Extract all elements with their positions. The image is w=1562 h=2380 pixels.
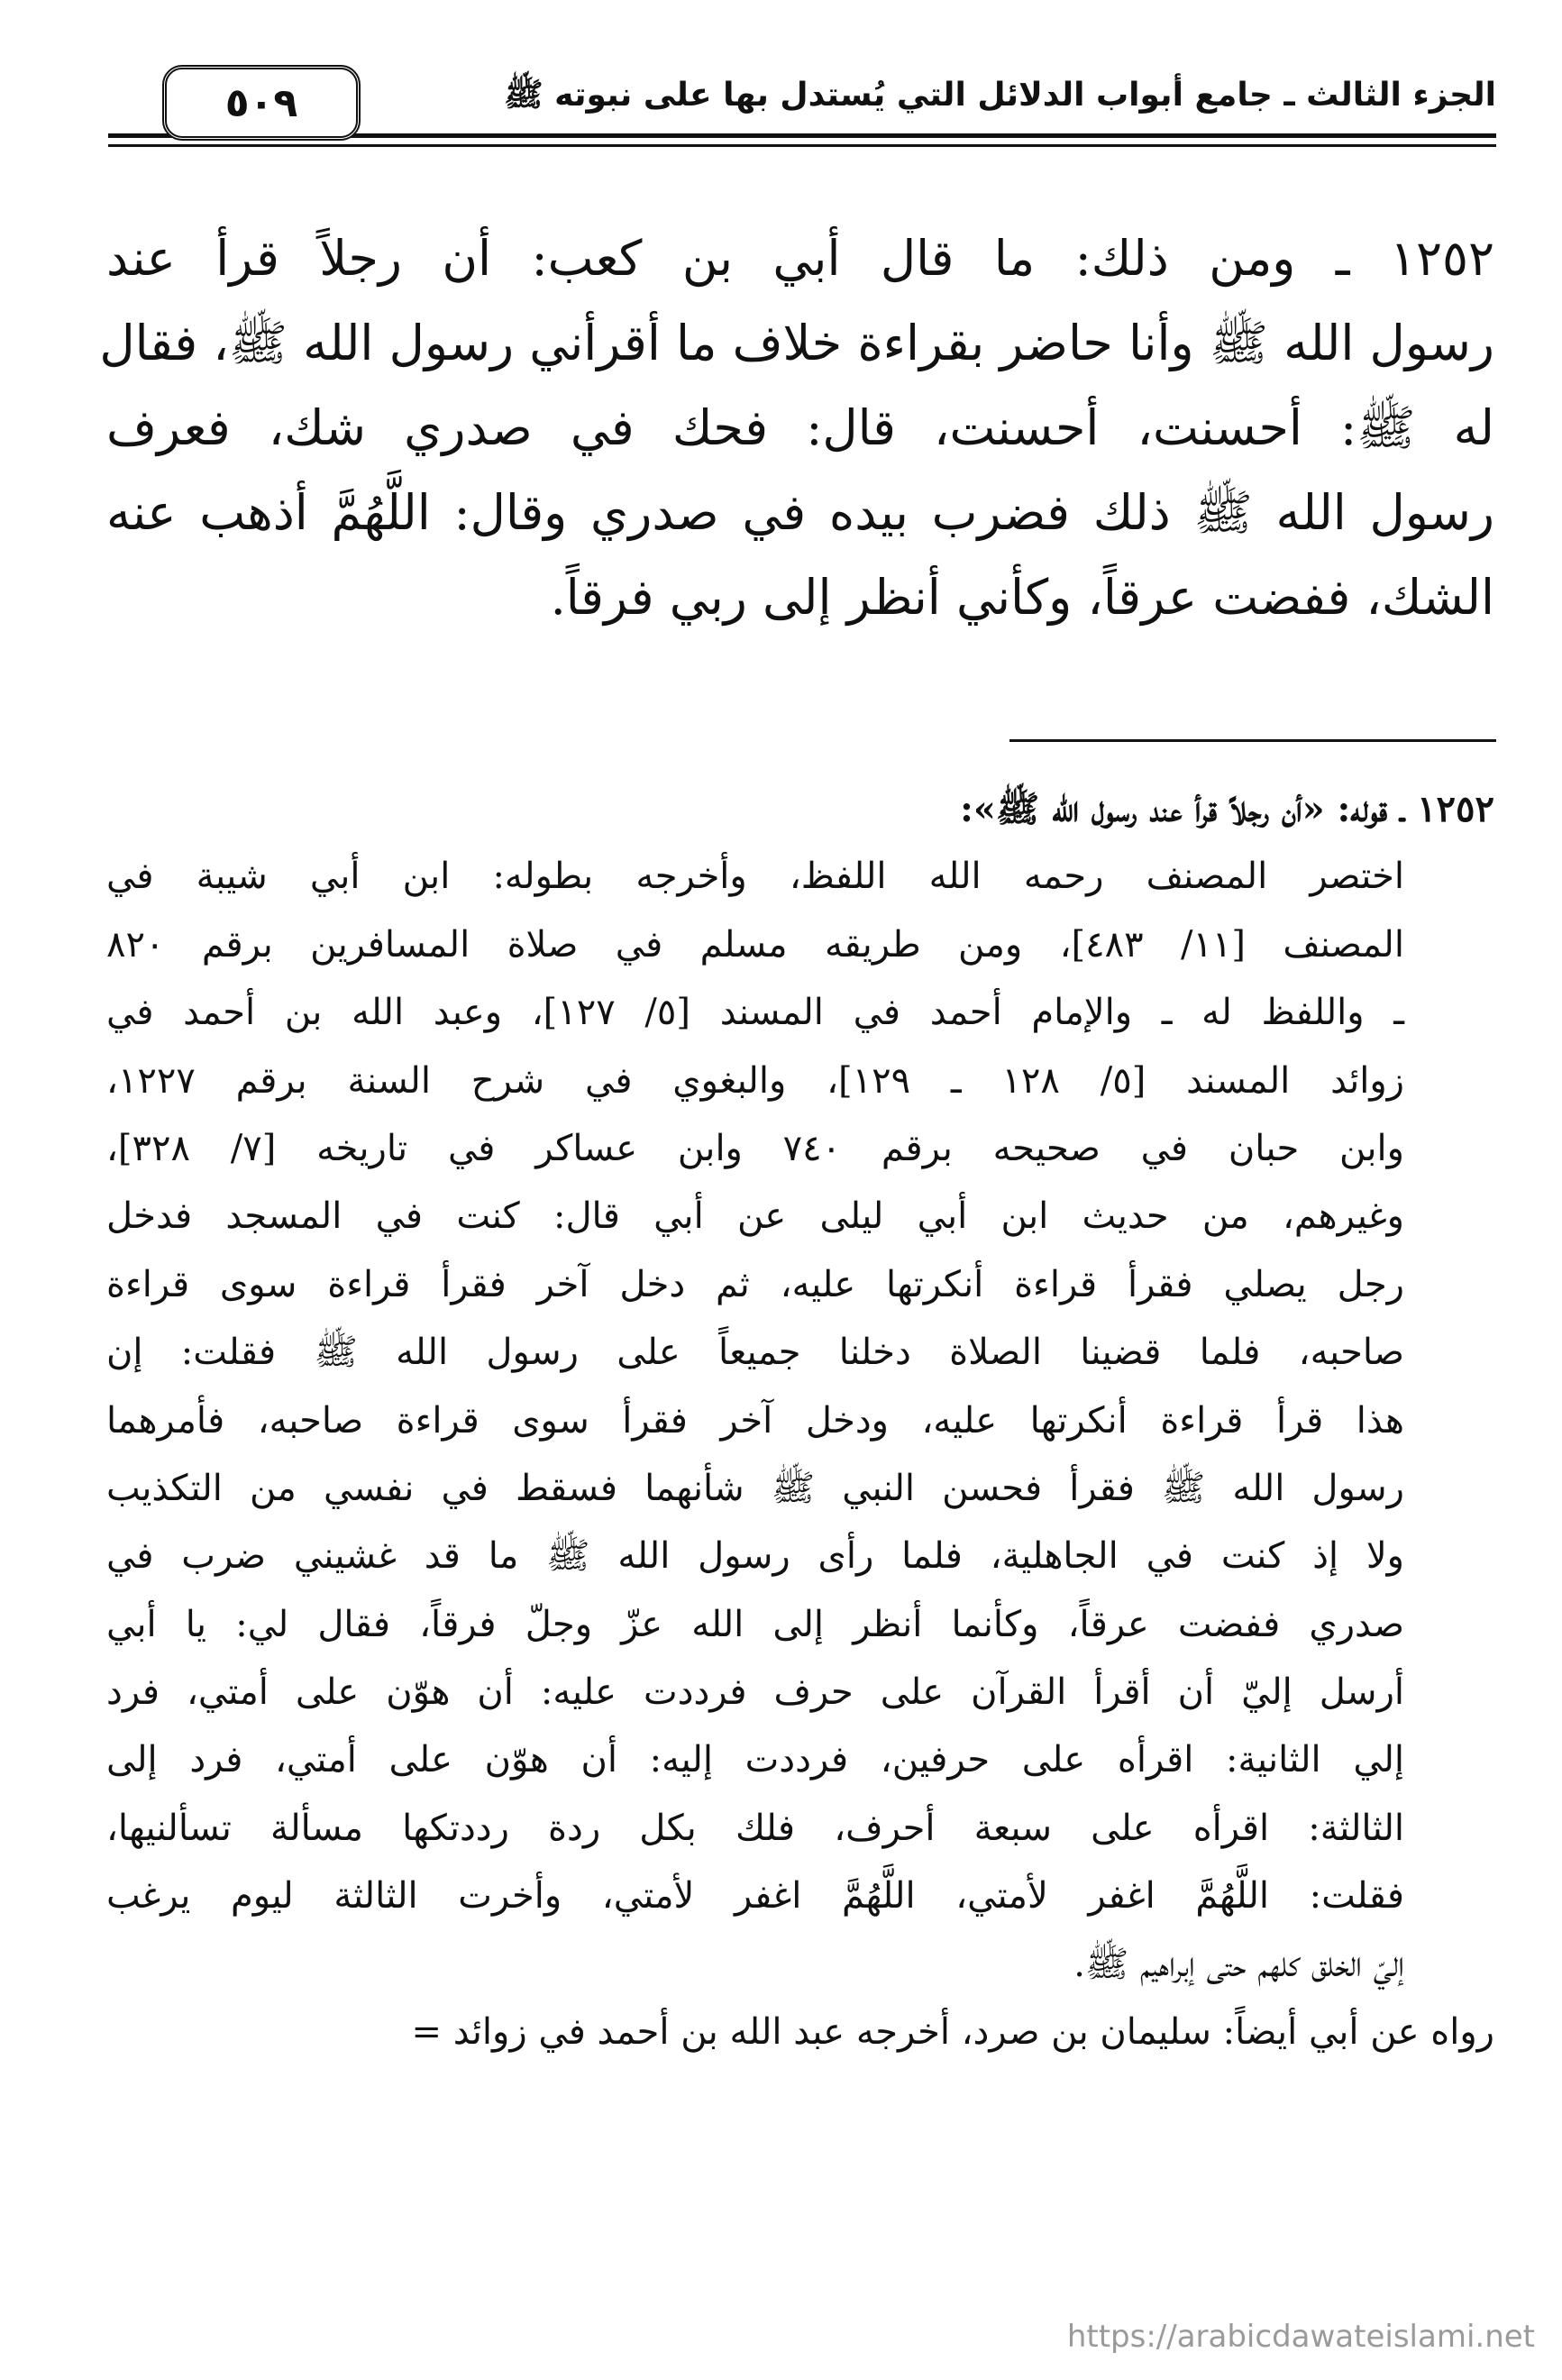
page-header <box>108 63 1496 153</box>
header-rule-thin <box>108 144 1496 147</box>
watermark-url: https://arabicdawateislami.net <box>1066 2319 1535 2355</box>
footnote-line: الثالثة: اقرأه على سبعة أحرف، فلك بكل ردة رددتكها مسألة تسألنيها، <box>106 1807 1404 1849</box>
main-text <box>99 216 1494 640</box>
footnote-line: ولا إذ كنت في الجاهلية، فلما رأى رسول الله ﷺ ما قد غشيني ضرب في <box>106 1535 1404 1578</box>
footnote-line: أرسل إليّ أن أقرأ القرآن على حرف فرددت عليه: أن هوّن على أمتي، فرد <box>106 1671 1404 1714</box>
main-text-line: رسول الله ﷺ ذلك فضرب بيده في صدري وقال: اللَّهُمَّ أذهب عنه <box>106 484 1494 541</box>
footnote-line: إلي الثانية: اقرأه على حرفين، فرددت إليه: أن هوّن على أمتي، فرد إلى <box>106 1739 1404 1781</box>
footnote-line: هذا قرأ قراءة أنكرتها عليه، ودخل آخر فقرأ سوى قراءة صاحبه، فأمرهما <box>106 1399 1404 1442</box>
footnote-block <box>106 775 1494 2066</box>
footnote-line: صدري ففضت عرقاً، وكأنما أنظر إلى الله عزّ وجلّ فرقاً، فقال لي: يا أبي <box>106 1603 1404 1645</box>
footnote-continuation: رواه عن أبي أيضاً: سليمان بن صرد، أخرجه عبد الله بن أحمد في زوائد = <box>411 2011 1494 2054</box>
footnote-line: رجل يصلي فقرأ قراءة أنكرتها عليه، ثم دخل آخر فقرأ قراءة سوى قراءة <box>106 1263 1404 1305</box>
page-number: ٥٠٩ <box>224 79 298 126</box>
footnote-line: وابن حبان في صحيحه برقم ٧٤٠ وابن عساكر في تاريخه [٧/ ٣٢٨]، <box>106 1127 1404 1169</box>
page-number-frame <box>162 65 361 141</box>
footnote-line: صاحبه، فلما قضينا الصلاة دخلنا جميعاً على رسول الله ﷺ فقلت: إن <box>106 1332 1404 1374</box>
footnote-line: ـ واللفظ له ـ والإمام أحمد في المسند [٥/ ١٢٧]، وعبد الله بن أحمد في <box>106 992 1404 1034</box>
footnote-divider <box>1009 739 1496 742</box>
footnote-line: فقلت: اللَّهُمَّ اغفر لأمتي، اللَّهُمَّ اغفر لأمتي، وأخرت الثالثة ليوم يرغب <box>106 1875 1404 1918</box>
main-text-line: ١٢٥٢ ـ ومن ذلك: ما قال أبي بن كعب: أن رجلاً قرأ عند <box>106 230 1494 287</box>
main-text-line: الشك، ففضت عرقاً، وكأني أنظر إلى ربي فرقاً. <box>550 569 1494 626</box>
footnote-line: وغيرهم، من حديث ابن أبي ليلى عن أبي قال: كنت في المسجد فدخل <box>106 1195 1404 1238</box>
running-title: الجزء الثالث ـ جامع أبواب الدلائل التي يُستدل بها على نبوته ﷺ <box>504 77 1496 114</box>
footnote-heading: ١٢٥٢ ـ قوله: «أن رجلاً قرأ عند رسول الله ﷺ»: <box>960 788 1494 830</box>
footnote-line: المصنف [١١/ ٤٨٣]، ومن طريقه مسلم في صلاة المسافرين برقم ٨٢٠ <box>106 923 1404 966</box>
footnote-line: زوائد المسند [٥/ ١٢٨ ـ ١٢٩]، والبغوي في شرح السنة برقم ١٢٢٧، <box>106 1059 1404 1102</box>
main-text-line: رسول الله ﷺ وأنا حاضر بقراءة خلاف ما أقرأني رسول الله ﷺ، فقال <box>99 315 1494 371</box>
footnote-line: إليّ الخلق كلهم حتى إبراهيم ﷺ. <box>1073 1943 1404 1985</box>
main-text-line: له ﷺ: أحسنت، أحسنت، قال: فحك في صدري شك، فعرف <box>106 399 1494 456</box>
footnote-line: رسول الله ﷺ فقرأ فحسن النبي ﷺ شأنهما فسقط في نفسي من التكذيب <box>106 1467 1404 1509</box>
footnote-line: اختصر المصنف رحمه الله اللفظ، وأخرجه بطوله: ابن أبي شيبة في <box>106 856 1404 898</box>
